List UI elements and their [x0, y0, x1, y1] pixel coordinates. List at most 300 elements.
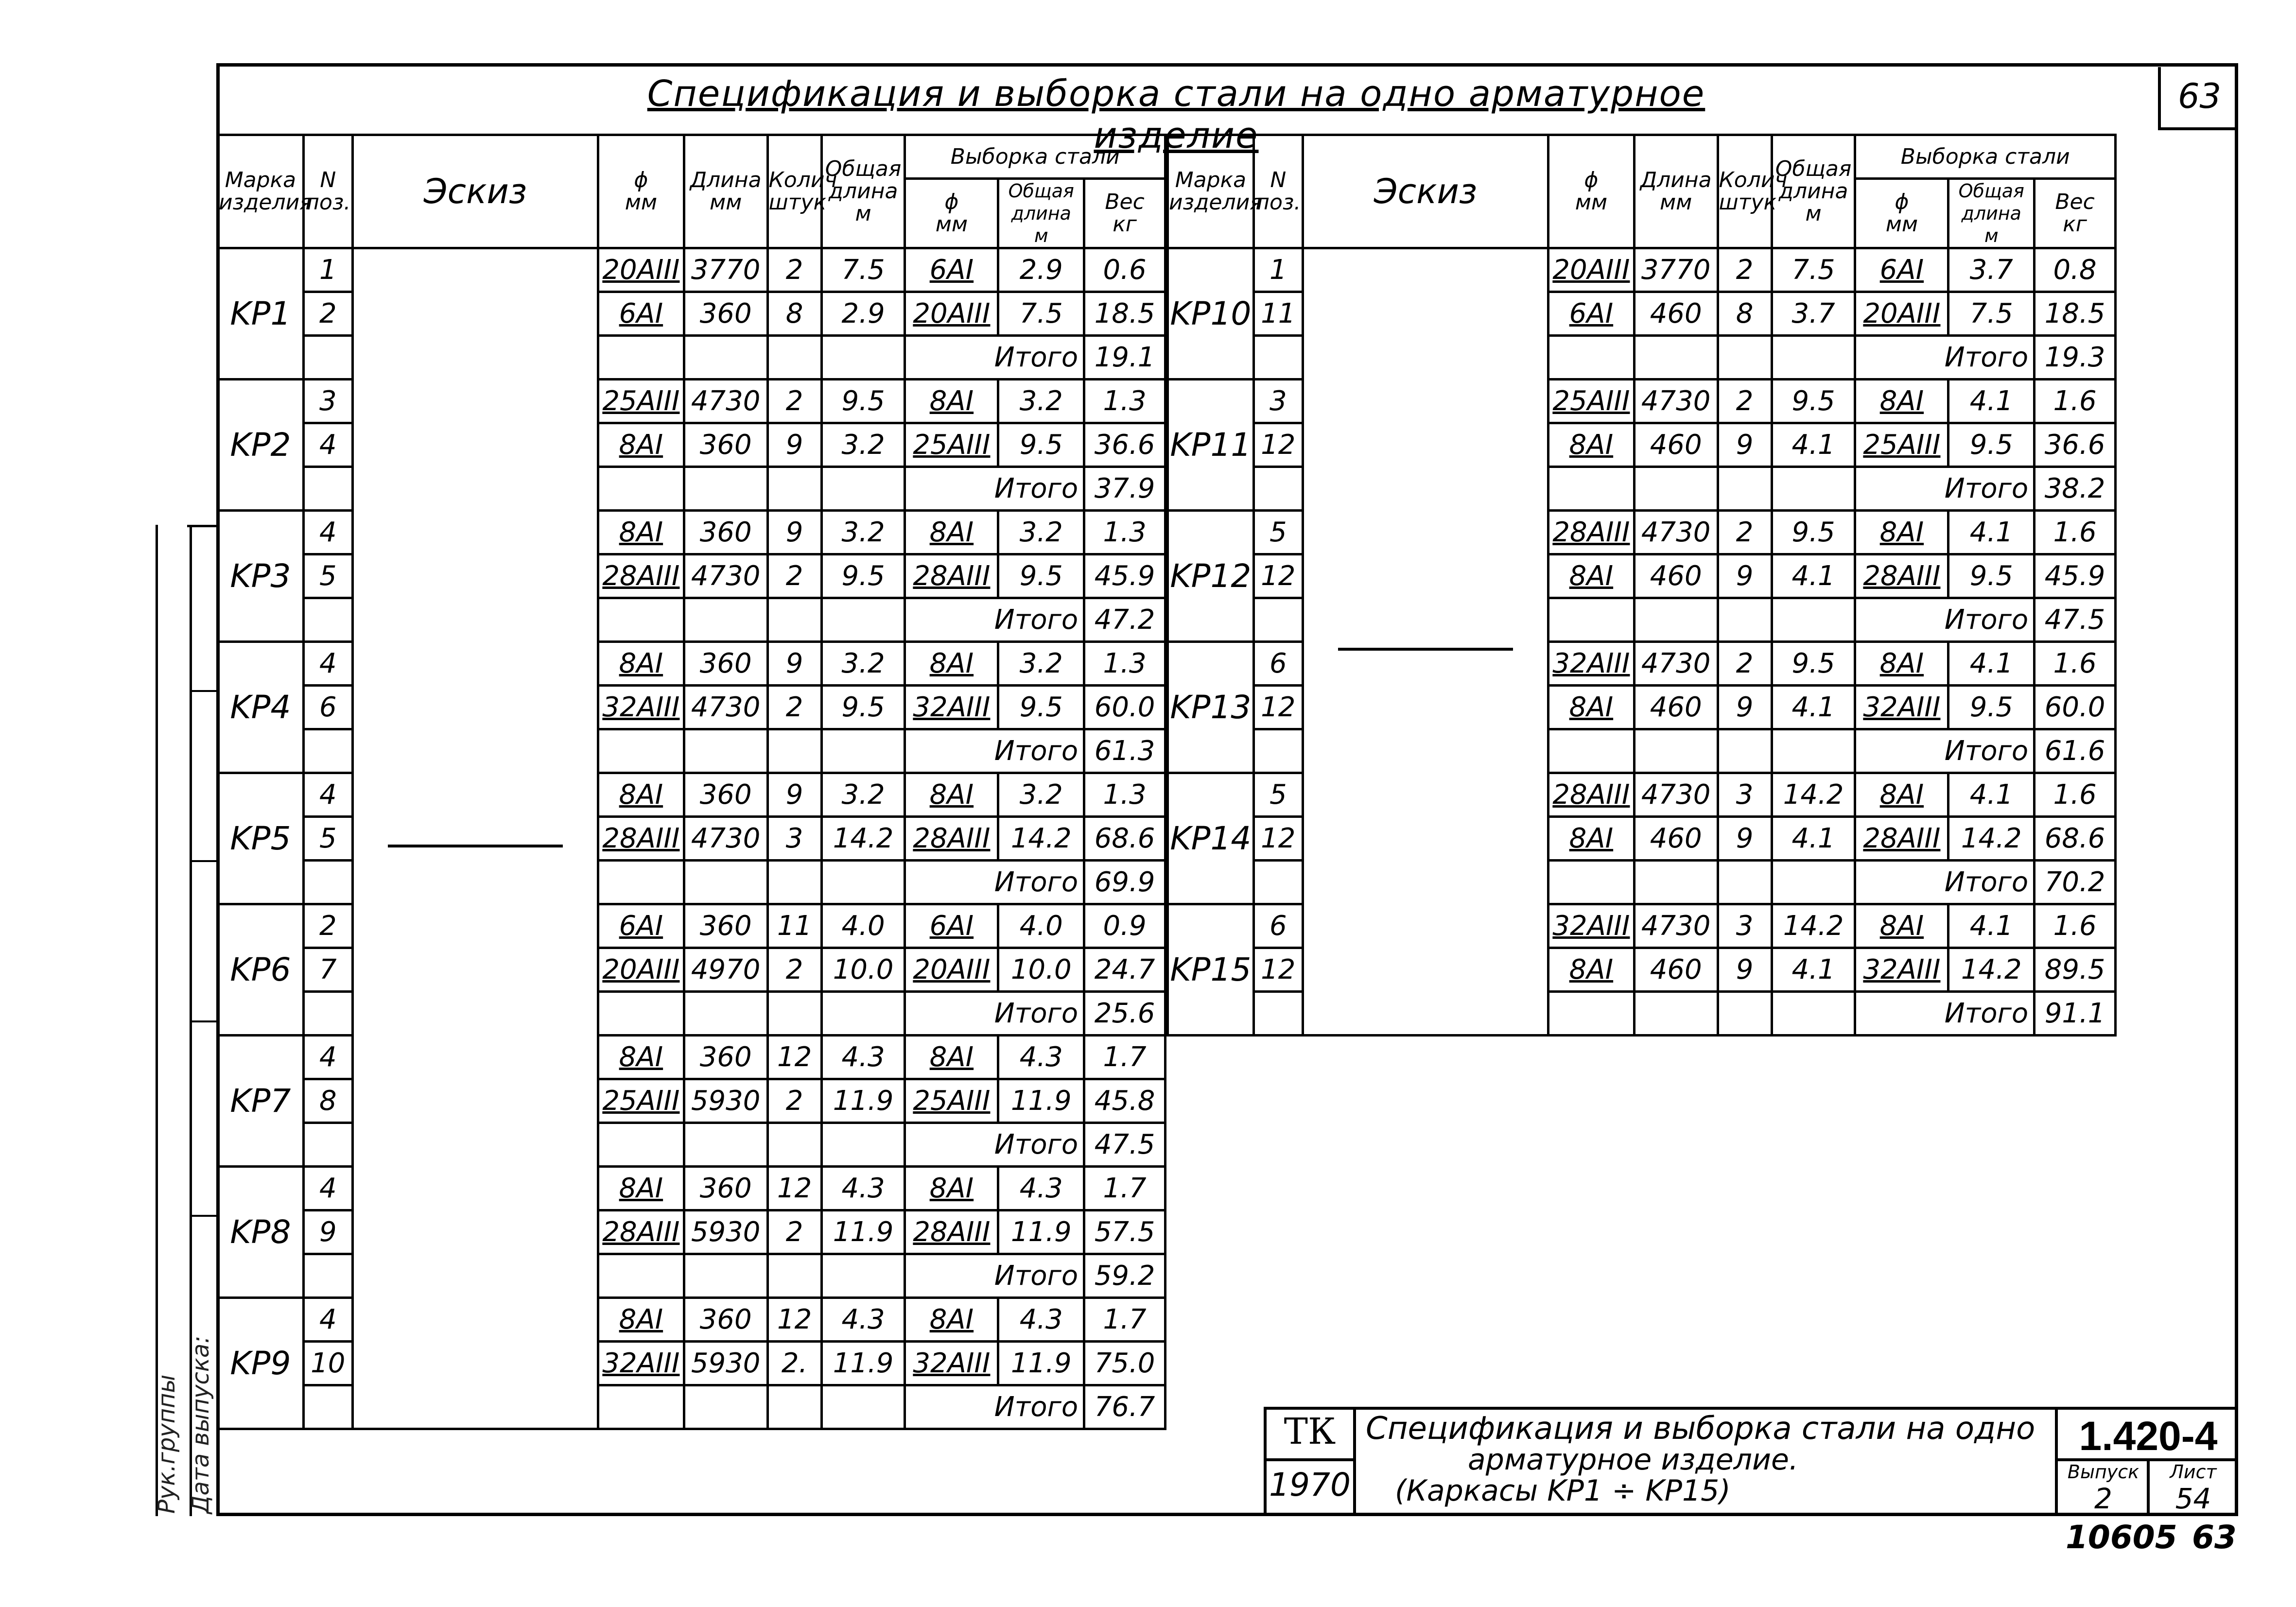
- bar-qty: 8: [767, 292, 821, 336]
- bar-qty: 3: [1718, 904, 1772, 948]
- mark-cell: KP11: [1168, 380, 1254, 511]
- bar-length: 460: [1634, 423, 1718, 467]
- bar-diam: 6AI: [598, 292, 684, 336]
- bar-total-length: 4.3: [821, 1036, 905, 1079]
- sel-weight: 57.5: [1084, 1210, 1165, 1254]
- sel-diam: 32AIII: [905, 1342, 998, 1385]
- bar-total-length: [821, 1123, 905, 1167]
- total-weight: 37.9: [1084, 467, 1165, 511]
- header-sketch: Эскиз: [352, 135, 598, 248]
- sheet-number: 63: [2158, 67, 2238, 130]
- bar-total-length: [1772, 598, 1855, 642]
- bar-total-length: [821, 336, 905, 380]
- sel-total-length: 3.2: [998, 380, 1084, 423]
- mark-cell: KP6: [218, 904, 304, 1036]
- bar-qty: 2: [1718, 248, 1772, 292]
- bar-length: 4730: [1634, 642, 1718, 686]
- bar-qty: 2: [767, 1079, 821, 1123]
- bar-total-length: 4.1: [1772, 686, 1855, 729]
- sel-diam: 8AI: [905, 1298, 998, 1342]
- header-pos: N поз.: [1253, 135, 1303, 248]
- bar-diam: 8AI: [1548, 686, 1635, 729]
- total-weight: 61.3: [1084, 729, 1165, 773]
- bar-diam: [1548, 467, 1635, 511]
- mark-cell: KP14: [1168, 773, 1254, 904]
- mark-cell: KP12: [1168, 511, 1254, 642]
- bar-total-length: 11.9: [821, 1342, 905, 1385]
- sel-weight: 0.6: [1084, 248, 1165, 292]
- pos-cell: [303, 467, 352, 511]
- bar-length: 460: [1634, 948, 1718, 992]
- sketch-line: [1338, 648, 1513, 651]
- bar-diam: [598, 336, 684, 380]
- mark-cell: KP4: [218, 642, 304, 773]
- total-weight: 47.5: [2035, 598, 2116, 642]
- header-marka: Марка изделия: [1168, 135, 1254, 248]
- bar-diam: [1548, 729, 1635, 773]
- total-weight: 91.1: [2035, 992, 2116, 1036]
- bar-length: 460: [1634, 686, 1718, 729]
- pos-cell: 2: [303, 292, 352, 336]
- bar-length: [1634, 729, 1718, 773]
- sel-diam: 8AI: [905, 1036, 998, 1079]
- bar-qty: [1718, 336, 1772, 380]
- sel-diam: 25AIII: [905, 1079, 998, 1123]
- pos-cell: 12: [1253, 948, 1303, 992]
- sel-total-length: 7.5: [998, 292, 1084, 336]
- bar-total-length: 11.9: [821, 1079, 905, 1123]
- bar-length: 5930: [684, 1342, 767, 1385]
- bar-diam: [598, 1254, 684, 1298]
- bar-qty: 2.: [767, 1342, 821, 1385]
- sel-weight: 1.6: [2035, 773, 2116, 817]
- pos-cell: [303, 598, 352, 642]
- sel-diam: 28AIII: [1855, 554, 1948, 598]
- pos-cell: 4: [303, 511, 352, 554]
- sel-weight: 45.9: [1084, 554, 1165, 598]
- bar-total-length: 14.2: [821, 817, 905, 861]
- bar-diam: 25AIII: [598, 380, 684, 423]
- total-weight: 47.2: [1084, 598, 1165, 642]
- pos-cell: 12: [1253, 554, 1303, 598]
- bar-total-length: [821, 992, 905, 1036]
- sel-total-length: 14.2: [998, 817, 1084, 861]
- bar-diam: 8AI: [598, 511, 684, 554]
- bar-length: 360: [684, 1167, 767, 1210]
- bar-qty: [767, 992, 821, 1036]
- sel-weight: 0.8: [2035, 248, 2116, 292]
- pos-cell: 12: [1253, 686, 1303, 729]
- issue-value: 2: [2094, 1482, 2112, 1515]
- bar-diam: 6AI: [598, 904, 684, 948]
- description-line1: Спецификация и выборка стали на одно: [1366, 1411, 2035, 1447]
- mark-cell: KP2: [218, 380, 304, 511]
- total-label: Итого: [1855, 992, 2035, 1036]
- bar-total-length: 14.2: [1772, 773, 1855, 817]
- bar-diam: [598, 1123, 684, 1167]
- total-weight: 25.6: [1084, 992, 1165, 1036]
- bar-diam: 28AIII: [598, 1210, 684, 1254]
- header-sketch: Эскиз: [1303, 135, 1548, 248]
- sel-weight: 45.8: [1084, 1079, 1165, 1123]
- stamp-label-rukgruppy: Рук.группы: [153, 1374, 180, 1514]
- mark-cell: KP3: [218, 511, 304, 642]
- pos-cell: 2: [303, 904, 352, 948]
- bar-length: [684, 1254, 767, 1298]
- bar-qty: [767, 729, 821, 773]
- sel-diam: 20AIII: [905, 948, 998, 992]
- bar-total-length: [821, 729, 905, 773]
- pos-cell: 8: [303, 1079, 352, 1123]
- sel-total-length: 4.1: [1948, 642, 2035, 686]
- sel-weight: 89.5: [2035, 948, 2116, 992]
- header-pos: N поз.: [303, 135, 352, 248]
- sel-total-length: 7.5: [1948, 292, 2035, 336]
- sel-total-length: 3.2: [998, 642, 1084, 686]
- bar-total-length: 4.1: [1772, 817, 1855, 861]
- sel-weight: 1.6: [2035, 380, 2116, 423]
- pos-cell: 5: [303, 817, 352, 861]
- bar-length: 4730: [684, 380, 767, 423]
- bar-diam: 8AI: [1548, 817, 1635, 861]
- header-vyborka: Выборка стали: [905, 135, 1165, 179]
- bar-diam: 8AI: [598, 773, 684, 817]
- pos-cell: 1: [1253, 248, 1303, 292]
- total-weight: 47.5: [1084, 1123, 1165, 1167]
- sel-diam: 28AIII: [1855, 817, 1948, 861]
- sel-diam: 28AIII: [905, 554, 998, 598]
- bar-length: 5930: [684, 1079, 767, 1123]
- bar-diam: 8AI: [1548, 423, 1635, 467]
- sel-diam: 8AI: [1855, 380, 1948, 423]
- sel-weight: 24.7: [1084, 948, 1165, 992]
- bar-length: 360: [684, 642, 767, 686]
- pos-cell: [1253, 992, 1303, 1036]
- sel-diam: 8AI: [905, 511, 998, 554]
- header-diam: ϕ мм: [1548, 135, 1635, 248]
- bar-diam: 8AI: [598, 642, 684, 686]
- bar-total-length: 14.2: [1772, 904, 1855, 948]
- bar-qty: 9: [767, 511, 821, 554]
- bar-qty: 2: [1718, 380, 1772, 423]
- bar-total-length: 7.5: [1772, 248, 1855, 292]
- mark-cell: KP15: [1168, 904, 1254, 1036]
- sel-weight: 1.6: [2035, 904, 2116, 948]
- total-label: Итого: [1855, 336, 2035, 380]
- bar-qty: [767, 1385, 821, 1429]
- bar-length: [684, 992, 767, 1036]
- total-label: Итого: [905, 861, 1084, 904]
- sel-diam: 25AIII: [1855, 423, 1948, 467]
- bar-qty: [1718, 467, 1772, 511]
- bar-total-length: [821, 861, 905, 904]
- bar-total-length: 2.9: [821, 292, 905, 336]
- pos-cell: 12: [1253, 423, 1303, 467]
- bar-total-length: [1772, 336, 1855, 380]
- bar-length: 3770: [684, 248, 767, 292]
- mark-cell: KP10: [1168, 248, 1254, 380]
- bar-total-length: [1772, 992, 1855, 1036]
- sel-diam: 8AI: [905, 380, 998, 423]
- footer-code: 10605: [2066, 1519, 2177, 1556]
- sel-weight: 0.9: [1084, 904, 1165, 948]
- bar-diam: 8AI: [1548, 554, 1635, 598]
- sel-total-length: 11.9: [998, 1342, 1084, 1385]
- bar-diam: [1548, 598, 1635, 642]
- sel-diam: 6AI: [905, 248, 998, 292]
- bar-qty: 12: [767, 1298, 821, 1342]
- bar-length: 360: [684, 1298, 767, 1342]
- bar-length: 460: [1634, 554, 1718, 598]
- sel-diam: 6AI: [1855, 248, 1948, 292]
- bar-qty: 2: [767, 554, 821, 598]
- sel-diam: 28AIII: [905, 817, 998, 861]
- bar-total-length: [821, 1254, 905, 1298]
- bar-total-length: [821, 598, 905, 642]
- page-title: Спецификация и выборка стали на одно арматурное изделие: [647, 73, 1705, 156]
- bar-diam: 28AIII: [598, 817, 684, 861]
- bar-qty: [767, 467, 821, 511]
- bar-qty: 2: [1718, 642, 1772, 686]
- bar-qty: 2: [1718, 511, 1772, 554]
- bar-diam: 6AI: [1548, 292, 1635, 336]
- bar-total-length: 4.3: [821, 1298, 905, 1342]
- pos-cell: 11: [1253, 292, 1303, 336]
- bar-length: 4730: [1634, 380, 1718, 423]
- bar-diam: [598, 992, 684, 1036]
- bar-qty: 9: [1718, 554, 1772, 598]
- sel-total-length: 9.5: [998, 554, 1084, 598]
- sel-weight: 1.3: [1084, 642, 1165, 686]
- bar-qty: 9: [1718, 817, 1772, 861]
- bar-length: 360: [684, 773, 767, 817]
- bar-length: [684, 467, 767, 511]
- header-v-diam: ϕ мм: [905, 179, 998, 248]
- total-label: Итого: [905, 992, 1084, 1036]
- bar-total-length: 7.5: [821, 248, 905, 292]
- total-label: Итого: [1855, 729, 2035, 773]
- sel-weight: 1.7: [1084, 1167, 1165, 1210]
- pos-cell: [303, 861, 352, 904]
- sel-weight: 1.6: [2035, 642, 2116, 686]
- bar-diam: 8AI: [598, 1167, 684, 1210]
- bar-length: [1634, 992, 1718, 1036]
- total-weight: 69.9: [1084, 861, 1165, 904]
- pos-cell: [303, 1254, 352, 1298]
- bar-qty: [767, 861, 821, 904]
- pos-cell: 7: [303, 948, 352, 992]
- bar-total-length: 9.5: [821, 554, 905, 598]
- sel-weight: 60.0: [2035, 686, 2116, 729]
- sel-weight: 18.5: [2035, 292, 2116, 336]
- bar-total-length: 9.5: [1772, 642, 1855, 686]
- bar-length: [1634, 861, 1718, 904]
- bar-qty: 9: [1718, 948, 1772, 992]
- header-v-weight: Вес кг: [1084, 179, 1165, 248]
- pos-cell: [1253, 467, 1303, 511]
- pos-cell: 5: [303, 554, 352, 598]
- bar-diam: 25AIII: [1548, 380, 1635, 423]
- sel-weight: 1.7: [1084, 1298, 1165, 1342]
- bar-qty: [767, 598, 821, 642]
- bar-length: 360: [684, 423, 767, 467]
- bar-diam: [598, 467, 684, 511]
- total-label: Итого: [905, 1123, 1084, 1167]
- sel-total-length: 3.7: [1948, 248, 2035, 292]
- pos-cell: [303, 1123, 352, 1167]
- bar-diam: 8AI: [598, 1036, 684, 1079]
- bar-length: 360: [684, 904, 767, 948]
- bar-qty: [767, 1123, 821, 1167]
- mark-cell: KP9: [218, 1298, 304, 1429]
- sel-total-length: 9.5: [1948, 686, 2035, 729]
- bar-total-length: 4.1: [1772, 554, 1855, 598]
- pos-cell: 4: [303, 1036, 352, 1079]
- header-diam: ϕ мм: [598, 135, 684, 248]
- bar-qty: 9: [767, 773, 821, 817]
- bar-total-length: 4.3: [821, 1167, 905, 1210]
- sheet-value: 54: [2175, 1482, 2211, 1515]
- header-length: Длина мм: [1634, 135, 1718, 248]
- bar-length: 360: [684, 511, 767, 554]
- pos-cell: 6: [1253, 904, 1303, 948]
- description-line2: арматурное изделие.: [1468, 1443, 1798, 1477]
- sel-weight: 18.5: [1084, 292, 1165, 336]
- bar-length: [684, 598, 767, 642]
- bar-qty: [1718, 861, 1772, 904]
- stamp-label-data: Дата выпуска:: [187, 1335, 214, 1514]
- pos-cell: [303, 992, 352, 1036]
- sel-diam: 6AI: [905, 904, 998, 948]
- total-weight: 70.2: [2035, 861, 2116, 904]
- sel-diam: 8AI: [905, 773, 998, 817]
- sel-total-length: 4.3: [998, 1298, 1084, 1342]
- bar-length: 4730: [684, 817, 767, 861]
- sel-weight: 1.7: [1084, 1036, 1165, 1079]
- bar-total-length: 3.2: [821, 773, 905, 817]
- bar-length: 4730: [1634, 773, 1718, 817]
- title-block: [1264, 1407, 2238, 1516]
- bar-total-length: 3.2: [821, 511, 905, 554]
- bar-length: 360: [684, 1036, 767, 1079]
- pos-cell: [1253, 336, 1303, 380]
- total-label: Итого: [905, 1254, 1084, 1298]
- sel-diam: 32AIII: [905, 686, 998, 729]
- pos-cell: 4: [303, 773, 352, 817]
- bar-length: [684, 336, 767, 380]
- spec-table-right: [1166, 134, 2117, 1037]
- sketch-cell: [1303, 248, 1548, 1036]
- sel-total-length: 4.3: [998, 1167, 1084, 1210]
- sel-diam: 8AI: [1855, 773, 1948, 817]
- bar-qty: 9: [1718, 423, 1772, 467]
- bar-qty: 2: [767, 1210, 821, 1254]
- total-label: Итого: [905, 729, 1084, 773]
- bar-diam: [1548, 861, 1635, 904]
- header-total-len: Общая длина м: [821, 135, 905, 248]
- pos-cell: 12: [1253, 817, 1303, 861]
- pos-cell: 5: [1253, 511, 1303, 554]
- bar-diam: [1548, 992, 1635, 1036]
- bar-diam: 8AI: [1548, 948, 1635, 992]
- bar-qty: [767, 336, 821, 380]
- sel-total-length: 4.1: [1948, 380, 2035, 423]
- pos-cell: 4: [303, 1167, 352, 1210]
- bar-qty: 2: [767, 948, 821, 992]
- sel-diam: 28AIII: [905, 1210, 998, 1254]
- bar-diam: 20AIII: [598, 948, 684, 992]
- pos-cell: 4: [303, 1298, 352, 1342]
- total-weight: 38.2: [2035, 467, 2116, 511]
- series-code: 1.420-4: [2079, 1413, 2218, 1459]
- bar-length: [1634, 467, 1718, 511]
- bar-length: 460: [1634, 817, 1718, 861]
- bar-total-length: 9.5: [821, 686, 905, 729]
- bar-total-length: 9.5: [1772, 511, 1855, 554]
- bar-total-length: 4.1: [1772, 423, 1855, 467]
- bar-length: 4730: [1634, 511, 1718, 554]
- bar-diam: 28AIII: [1548, 773, 1635, 817]
- bar-length: 4970: [684, 948, 767, 992]
- pos-cell: [303, 729, 352, 773]
- bar-diam: [598, 861, 684, 904]
- bar-diam: 20AIII: [1548, 248, 1635, 292]
- bar-diam: 25AIII: [598, 1079, 684, 1123]
- sel-weight: 75.0: [1084, 1342, 1165, 1385]
- total-weight: 19.3: [2035, 336, 2116, 380]
- sel-weight: 36.6: [1084, 423, 1165, 467]
- header-length: Длина мм: [684, 135, 767, 248]
- sel-total-length: 14.2: [1948, 817, 2035, 861]
- pos-cell: 3: [1253, 380, 1303, 423]
- bar-length: [684, 1123, 767, 1167]
- total-label: Итого: [1855, 861, 2035, 904]
- header-v-total: Общая длина м: [1948, 179, 2035, 248]
- pos-cell: 3: [303, 380, 352, 423]
- sel-weight: 36.6: [2035, 423, 2116, 467]
- bar-length: 5930: [684, 1210, 767, 1254]
- sel-total-length: 2.9: [998, 248, 1084, 292]
- sel-total-length: 3.2: [998, 773, 1084, 817]
- bar-diam: [598, 729, 684, 773]
- bar-qty: 3: [767, 817, 821, 861]
- total-label: Итого: [905, 336, 1084, 380]
- bar-length: 4730: [684, 686, 767, 729]
- sketch-line: [388, 845, 563, 847]
- bar-total-length: 3.2: [821, 423, 905, 467]
- sel-weight: 60.0: [1084, 686, 1165, 729]
- sel-total-length: 11.9: [998, 1079, 1084, 1123]
- bar-qty: 9: [1718, 686, 1772, 729]
- bar-diam: 32AIII: [598, 1342, 684, 1385]
- pos-cell: [303, 1385, 352, 1429]
- header-v-weight: Вес кг: [2035, 179, 2116, 248]
- header-total-len: Общая длина м: [1772, 135, 1855, 248]
- total-weight: 19.1: [1084, 336, 1165, 380]
- table-row: [218, 248, 1165, 292]
- header-marka: Марка изделия: [218, 135, 304, 248]
- bar-diam: 28AIII: [598, 554, 684, 598]
- sel-total-length: 9.5: [998, 423, 1084, 467]
- bar-length: 4730: [1634, 904, 1718, 948]
- bar-qty: 3: [1718, 773, 1772, 817]
- sel-total-length: 4.1: [1948, 904, 2035, 948]
- bar-total-length: 9.5: [821, 380, 905, 423]
- bar-total-length: 3.7: [1772, 292, 1855, 336]
- mark-cell: KP7: [218, 1036, 304, 1167]
- bar-total-length: [1772, 729, 1855, 773]
- sel-diam: 20AIII: [1855, 292, 1948, 336]
